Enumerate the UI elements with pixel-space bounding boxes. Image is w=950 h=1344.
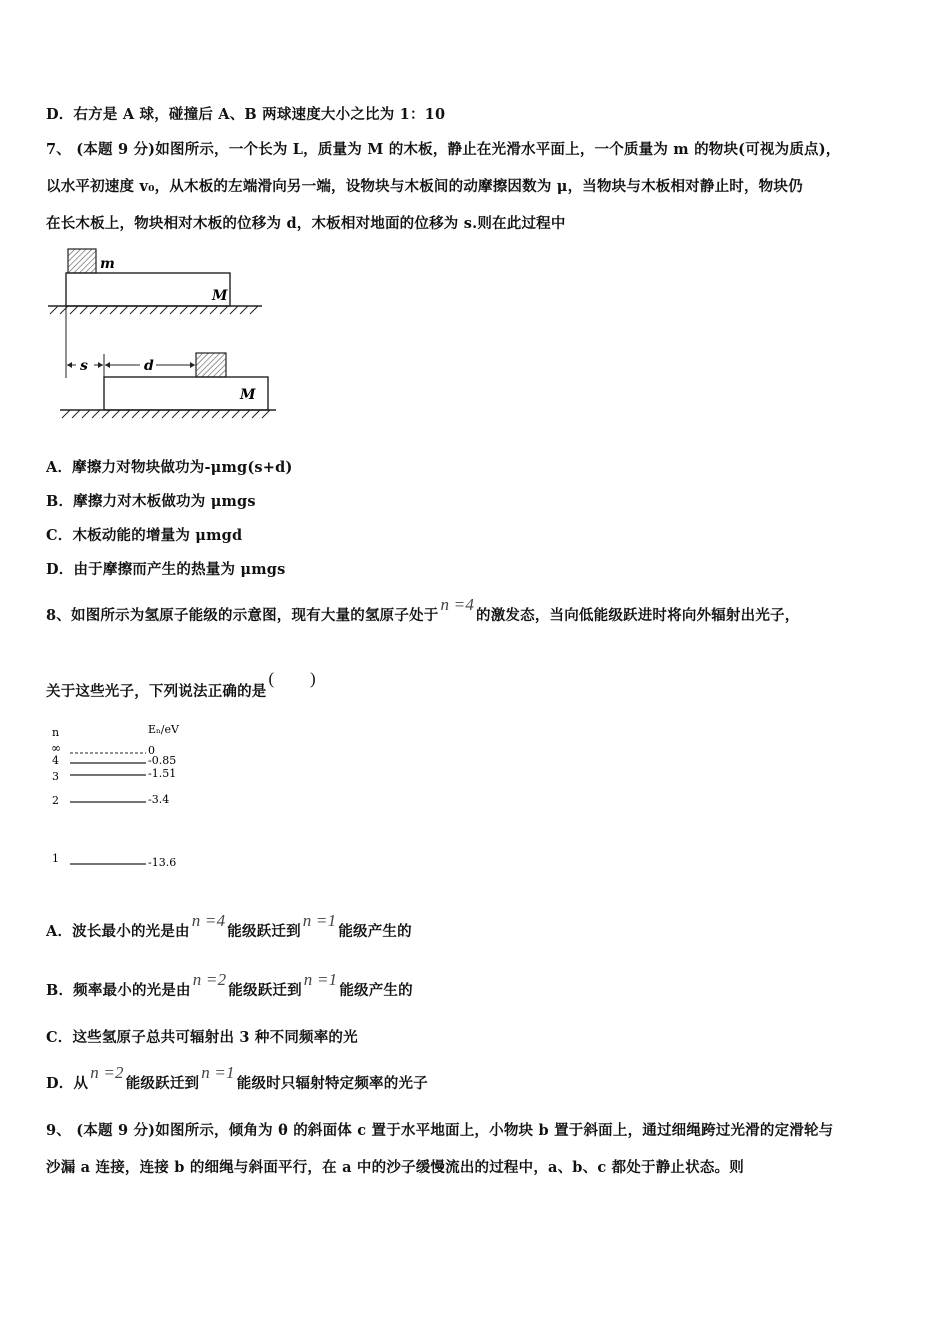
label-M-top: M bbox=[212, 288, 228, 304]
q8-option-a-math-1: n =4 bbox=[191, 911, 226, 930]
q7-option-a: A．摩擦力对物块做功为-μmg(s+d) bbox=[46, 459, 293, 476]
q8-option-d bbox=[46, 1063, 428, 1093]
level-n-2: 2 bbox=[52, 794, 59, 807]
axis-e-label: Eₙ/eV bbox=[148, 723, 179, 736]
q8-option-b-mid: 能级跃迁到 bbox=[228, 982, 302, 999]
q8-option-b-suffix: 能级产生的 bbox=[339, 982, 413, 999]
q8-option-d-prefix: D．从 bbox=[46, 1075, 89, 1092]
q8-option-d-math-1: n =2 bbox=[90, 1063, 124, 1082]
label-m: m bbox=[100, 256, 115, 272]
level-e-4: -0.85 bbox=[148, 754, 177, 767]
q8-stem-line-2 bbox=[46, 669, 316, 701]
q7-stem-line-1: 7、 (本题 9 分)如图所示，一个长为 L，质量为 M 的木板，静止在光滑水平面上，一个质量为 m 的物块(可视为质点)， bbox=[46, 141, 841, 158]
q8-option-a-mid: 能级跃迁到 bbox=[227, 923, 301, 940]
level-n-3: 3 bbox=[52, 770, 59, 783]
q8-option-a-suffix: 能级产生的 bbox=[338, 923, 412, 940]
q8-stem-part-1: 8、如图所示为氢原子能级的示意图，现有大量的氢原子处于 bbox=[46, 607, 439, 624]
ground-top-hatching bbox=[50, 306, 258, 314]
q9-stem-line-2: 沙漏 a 连接，连接 b 的细绳与斜面平行，在 a 中的沙子缓慢流出的过程中，a、b、c 都处于静止状态。则 bbox=[46, 1159, 744, 1176]
q8-option-a bbox=[46, 911, 412, 941]
q8-stem-part-2: 的激发态，当向低能级跃进时将向外辐射出光子， bbox=[476, 607, 800, 624]
level-n-inf: ∞ bbox=[51, 741, 61, 755]
q8-option-a-math-2: n =1 bbox=[302, 911, 337, 930]
block-m-bottom bbox=[196, 353, 226, 377]
q8-stem-line-2-text: 关于这些光子，下列说法正确的是 bbox=[46, 683, 267, 700]
q8-option-b-math-1: n =2 bbox=[192, 970, 227, 989]
q8-option-b-math-2: n =1 bbox=[303, 970, 338, 989]
level-n-4: 4 bbox=[52, 754, 59, 767]
q8-option-d-math-2: n =1 bbox=[201, 1063, 235, 1082]
block-m-top bbox=[68, 249, 96, 273]
level-e-2: -3.4 bbox=[148, 793, 170, 806]
q8-stem-line-1 bbox=[46, 595, 800, 625]
q7-stem-line-2: 以水平初速度 v₀，从木板的左端滑向另一端，设物块与木板间的动摩擦因数为 μ，当物块与木板相对静止时，物块仍 bbox=[46, 178, 803, 195]
q7-option-b: B．摩擦力对木板做功为 μmgs bbox=[46, 493, 256, 510]
q8-answer-paren: ( ) bbox=[268, 669, 316, 688]
q8-option-b bbox=[46, 970, 413, 1000]
level-n-1: 1 bbox=[52, 852, 59, 865]
q7-option-d: D．由于摩擦而产生的热量为 μmgs bbox=[46, 561, 286, 578]
q8-option-c: C．这些氢原子总共可辐射出 3 种不同频率的光 bbox=[46, 1029, 358, 1046]
q7-block-board-figure bbox=[40, 244, 280, 430]
q8-option-a-prefix: A．波长最小的光是由 bbox=[46, 923, 190, 940]
q8-option-d-mid: 能级跃迁到 bbox=[125, 1075, 200, 1092]
ground-bottom-hatching bbox=[62, 410, 270, 418]
level-e-inf: 0 bbox=[148, 744, 155, 757]
level-e-3: -1.51 bbox=[148, 767, 177, 780]
label-s: s bbox=[80, 358, 88, 374]
q6-option-d: D．右方是 A 球，碰撞后 A、B 两球速度大小之比为 1：10 bbox=[46, 106, 446, 123]
label-M-bottom: M bbox=[240, 387, 256, 403]
hydrogen-energy-level-diagram bbox=[44, 720, 204, 876]
q8-option-d-suffix: 能级时只辐射特定频率的光子 bbox=[236, 1075, 428, 1092]
board-M-top bbox=[66, 273, 230, 306]
q8-stem-math: n =4 bbox=[440, 595, 475, 614]
q8-option-b-prefix: B．频率最小的光是由 bbox=[46, 982, 191, 999]
level-e-1: -13.6 bbox=[148, 856, 177, 869]
q7-option-c: C．木板动能的增量为 μmgd bbox=[46, 527, 243, 544]
q7-stem-line-3: 在长木板上，物块相对木板的位移为 d，木板相对地面的位移为 s.则在此过程中 bbox=[46, 215, 566, 232]
q9-stem-line-1: 9、 (本题 9 分)如图所示，倾角为 θ 的斜面体 c 置于水平地面上，小物块 b 置于斜面上，通过细绳跨过光滑的定滑轮与 bbox=[46, 1122, 834, 1139]
axis-n-label: n bbox=[52, 726, 60, 739]
label-d: d bbox=[144, 358, 154, 374]
